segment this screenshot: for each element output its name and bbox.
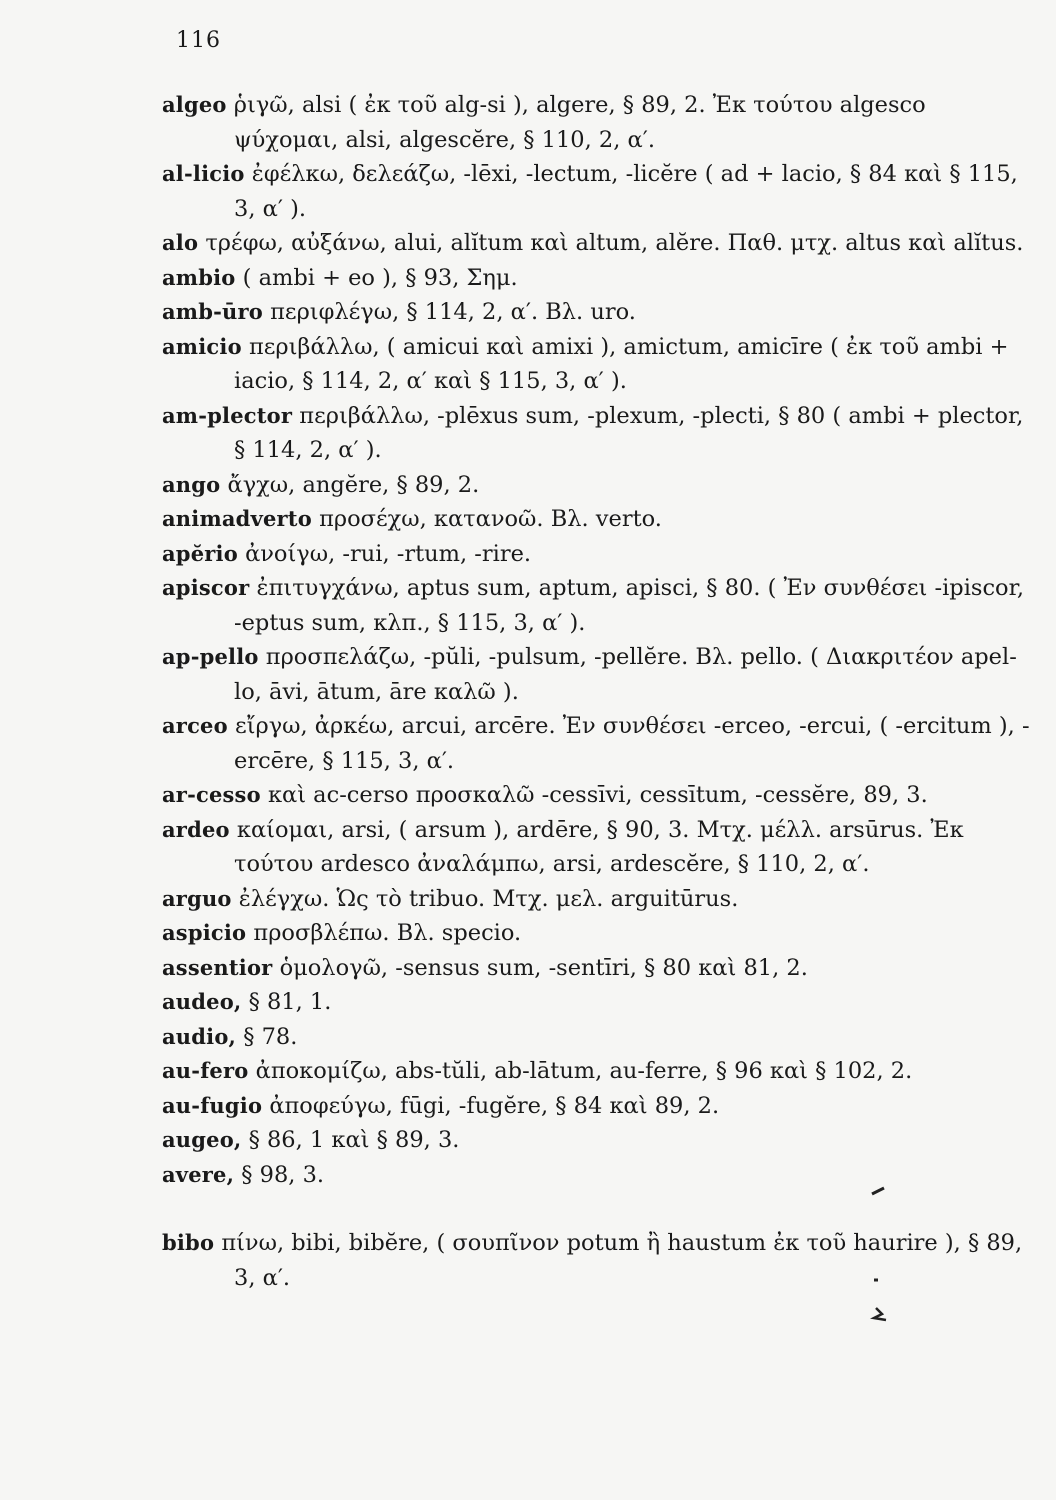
headword: arguo	[162, 885, 232, 911]
headword: audio,	[162, 1023, 237, 1049]
entry-alo	[162, 226, 1032, 261]
entry-arceo	[162, 709, 1032, 778]
headword: apĕrio	[162, 540, 238, 566]
definition: περιβάλλω, ( amicui καὶ amixi ), amictum, amicīre ( ἐκ τοῦ ambi + iacio, § 114, 2, α′ καὶ § 115, 3, α′ ).	[234, 333, 1009, 394]
entry-ambio	[162, 261, 1032, 296]
headword: avere,	[162, 1161, 235, 1187]
headword: am-plector	[162, 402, 293, 428]
definition: προσέχω, κατανοῶ. Βλ. verto.	[319, 506, 662, 532]
entry-au-fero	[162, 1054, 1032, 1089]
headword: amb-ūro	[162, 299, 263, 324]
headword: ap-pello	[162, 644, 259, 669]
entry-assentior	[162, 951, 1032, 986]
definition: τρέφω, αὐξάνω, alui, alĭtum καὶ altum, alĕre. Παθ. μτχ. altus καὶ alĭtus.	[205, 230, 1024, 256]
entry-amb-uro	[162, 295, 1032, 330]
entry-amicio	[162, 330, 1032, 399]
headword: animadverto	[162, 506, 312, 531]
headword: augeo,	[162, 1127, 242, 1152]
entry-ardeo	[162, 813, 1032, 882]
headword: au-fugio	[162, 1092, 263, 1118]
definition: § 78.	[243, 1023, 298, 1050]
ink-mark	[872, 1188, 884, 1194]
definition: ἀποφεύγω, fūgi, -fugĕre, § 84 καὶ 89, 2.	[269, 1092, 720, 1119]
entry-aspicio	[162, 916, 1032, 951]
headword: bibo	[162, 1230, 215, 1255]
headword: ardeo	[162, 816, 230, 842]
definition: ( ambi + eo ), § 93, Σημ.	[242, 264, 518, 291]
definition: περιβάλλω, -plēxus sum, -plexum, -plecti, § 80 ( ambi + plector, § 114, 2, α′ ).	[234, 402, 1024, 463]
entry-animadverto	[162, 502, 1032, 537]
definition: ἐπιτυγχάνω, aptus sum, aptum, apisci, § 80. ( Ἐν συνθέσει -ipiscor, -eptus sum, κλπ., § 115, 3, α′ ).	[234, 575, 1025, 636]
entry-ango	[162, 468, 1032, 503]
definition: περιφλέγω, § 114, 2, α′. Βλ. uro.	[270, 299, 636, 325]
definition: προσβλέπω. Βλ. specio.	[253, 920, 522, 946]
entry-aperio	[162, 537, 1032, 572]
definition: ἀποκομίζω, abs-tŭli, ab-lātum, au-ferre, § 96 καὶ § 102, 2.	[255, 1058, 913, 1084]
headword: amicio	[162, 333, 242, 359]
definition: εἴργω, ἀρκέω, arcui, arcēre. Ἐν συνθέσει -erceo, -ercui, ( -ercitum ), -ercēre, § 115, 3, α′.	[234, 713, 1030, 774]
definition: ὁμολογῶ, -sensus sum, -sentīri, § 80 καὶ 81, 2.	[279, 954, 808, 981]
entry-audeo	[162, 985, 1032, 1020]
page-number: 116	[176, 28, 221, 53]
headword: ango	[162, 471, 221, 497]
definition: ἐλέγχω. Ὡς τὸ tribuo. Μτχ. μελ. arguitūrus.	[238, 885, 739, 912]
ink-mark	[874, 1308, 886, 1320]
definition: ἄγχω, angĕre, § 89, 2.	[227, 471, 480, 498]
entry-list	[162, 88, 1032, 1295]
definition: § 98, 3.	[241, 1161, 325, 1188]
headword: ambio	[162, 264, 236, 290]
definition: ῥιγῶ, alsi ( ἐκ τοῦ alg-si ), algere, § 89, 2. Ἐκ τούτου algesco ψύχομαι, alsi, algescĕre, § 110, 2, α′.	[233, 92, 926, 153]
headword: algeo	[162, 92, 227, 117]
headword: audeo,	[162, 989, 242, 1014]
entry-ar-cesso	[162, 778, 1032, 813]
entry-al-licio	[162, 157, 1032, 226]
entry-am-plector	[162, 399, 1032, 468]
definition: προσπελάζω, -pŭli, -pulsum, -pellĕre. Βλ. pello. ( Διακριτέον apel-lo, āvi, ātum, āre καλῶ ).	[234, 644, 1017, 705]
headword: ar-cesso	[162, 782, 261, 807]
entry-au-fugio	[162, 1089, 1032, 1124]
headword: alo	[162, 230, 199, 255]
entry-algeo	[162, 88, 1032, 157]
definition: § 86, 1 καὶ § 89, 3.	[248, 1127, 460, 1153]
definition: καίομαι, arsi, ( arsum ), ardēre, § 90, 3. Μτχ. μέλλ. arsūrus. Ἐκ τούτου ardesco ἀναλάμπω, arsi, ardescĕre, § 110, 2, α′.	[234, 816, 964, 877]
definition: ἐφέλκω, δελεάζω, -lēxi, -lectum, -licĕre ( ad + lacio, § 84 καὶ § 115, 3, α′ ).	[234, 161, 1018, 222]
entry-ap-pello	[162, 640, 1032, 709]
headword: apiscor	[162, 575, 250, 600]
ink-marks	[866, 1180, 906, 1330]
headword: au-fero	[162, 1058, 249, 1083]
definition: πίνω, bibi, bibĕre, ( σουπῖνον potum ἢ haustum ἐκ τοῦ haurire ), § 89, 3, α′.	[221, 1230, 1023, 1291]
headword: arceo	[162, 713, 228, 738]
definition: § 81, 1.	[248, 989, 332, 1015]
definition: καὶ ac-cerso προσκαλῶ -cessīvi, cessītum, -cessĕre, 89, 3.	[267, 782, 928, 808]
headword: assentior	[162, 954, 273, 980]
entry-augeo	[162, 1123, 1032, 1158]
headword: aspicio	[162, 920, 247, 945]
entry-audio	[162, 1020, 1032, 1055]
entry-apiscor	[162, 571, 1032, 640]
definition: ἀνοίγω, -rui, -rtum, -rire.	[245, 540, 532, 567]
headword: al-licio	[162, 161, 245, 186]
entry-arguo	[162, 882, 1032, 917]
